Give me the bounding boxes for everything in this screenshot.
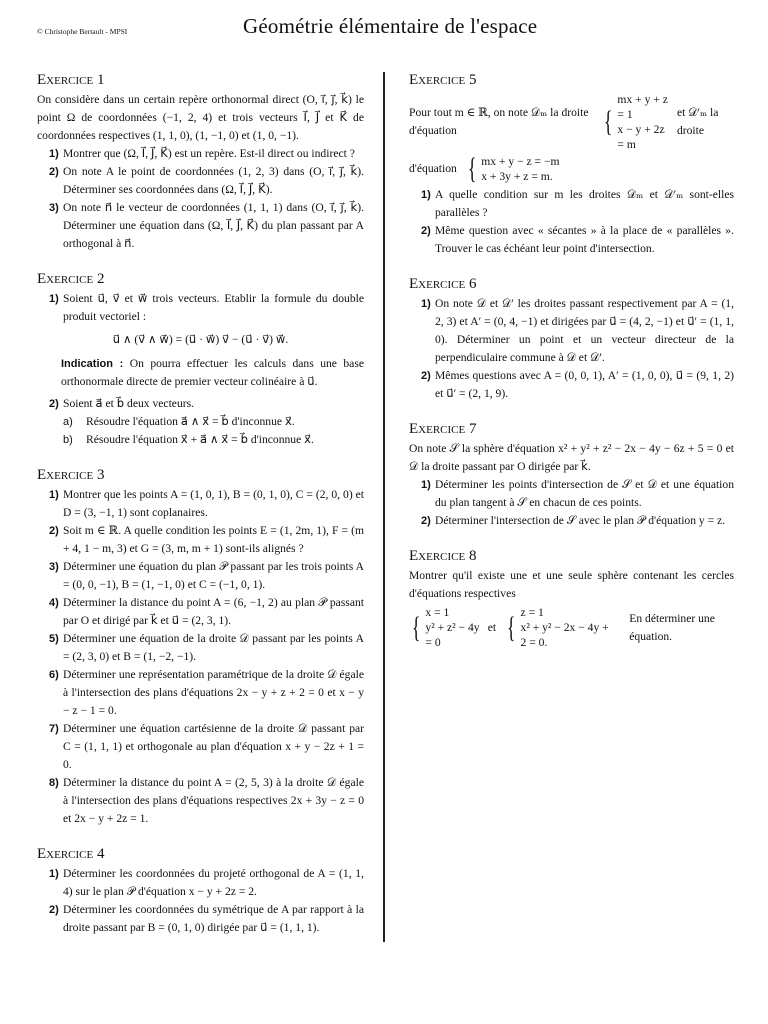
question [37,558,364,594]
question [409,476,734,512]
question-number: 2) [49,525,59,537]
question-number: 2) [421,515,431,527]
exercise-6-questions [409,295,734,403]
question-text: Déterminer la distance du point A = (6, −1, 2) au plan 𝒫 passant par O et dirigé par k⃗ et u⃗ = (2, 3, 1). [63,596,364,627]
exercise-8-title: Exercice 8 [409,548,477,564]
equation: mx + y + z = 1 [617,93,668,121]
question [37,145,364,163]
exercise-8-systems [409,605,734,650]
question-text: Déterminer une représentation paramétrique de la droite 𝒟 égale à l'intersection des plans d'équations 2x − y + z + 2 = 0 et x − y − z − 1 = 0. [63,668,364,717]
sub-question-number: a) [63,416,73,428]
question-text: Déterminer les coordonnées du symétrique de A par rapport à la droite passant par B = (0, 1, 0) dirigée par u⃗ = (1, 1, 1). [63,903,364,934]
question-text: Même question avec « sécantes » à la place de « parallèles ». Trouver le cas échéant leur point d'intersection. [435,224,734,255]
question [37,163,364,199]
question-number: 1) [421,479,431,491]
equation: mx + y − z = −m [481,155,560,168]
question-number: 5) [49,633,59,645]
column-divider [383,72,385,942]
exercise-2 [37,269,364,449]
exercise-7-questions [409,476,734,530]
question-text: Déterminer une équation cartésienne de la droite 𝒟 passant par C = (1, 1, 1) et orthogonale au plan d'équation x + y − 2z + 1 = 0. [63,722,364,771]
exercise-5-intro-line [409,92,734,152]
question [37,199,364,253]
sub-question-number: b) [63,434,73,446]
system-of-equations: { x = 1 y² + z² − 4y = 0 [411,606,480,649]
right-column [409,70,734,666]
question [37,666,364,720]
question-text: Déterminer les coordonnées du projeté orthogonal de A = (1, 1, 4) sur le plan 𝒫 d'équation x − y + 2z = 2. [63,867,364,898]
exercise-7-intro: On note 𝒮 la sphère d'équation x² + y² + z² − 2x − 4y − 6z + 5 = 0 et 𝒟 la droite passant par O dirigée par k⃗. [409,442,734,473]
question-number: 1) [49,148,59,160]
hint-label: Indication : [61,358,124,370]
question [409,222,734,258]
exercise-2-title: Exercice 2 [37,271,105,287]
question [409,186,734,222]
exercise-5 [409,70,734,258]
question-number: 4) [49,597,59,609]
question [37,774,364,828]
exercise-8 [409,546,734,650]
question-number: 2) [49,398,59,410]
question-number: 7) [49,723,59,735]
question-text: Montrer que les points A = (1, 0, 1), B = (0, 1, 0), C = (2, 0, 0) et D = (3, −1, 1) sont coplanaires. [63,488,364,519]
question-text: Mêmes questions avec A = (0, 0, 1), A′ = (1, 0, 0), u⃗ = (9, 1, 2) et u⃗′ = (2, 1, 9). [435,369,734,400]
conjunction: et [487,620,497,634]
exercise-5-intro-cont: et 𝒟′ₘ la droite [676,106,719,137]
exercise-8-intro: Montrer qu'il existe une et une seule sphère contenant les cercles d'équations respectives [409,569,734,600]
question [37,594,364,630]
question-number: 1) [49,489,59,501]
exercise-6-title: Exercice 6 [409,276,477,292]
question-number: 3) [49,561,59,573]
exercise-8-outro: En déterminer une équation. [629,611,715,643]
exercise-1-title: Exercice 1 [37,72,105,88]
question [37,486,364,522]
question-text: Montrer que (Ω, I⃗, J⃗, K⃗) est un repère. Est-il direct ou indirect ? [63,147,355,160]
double-cross-product-formula: u⃗ ∧ (v⃗ ∧ w⃗) = (u⃗ · w⃗) v⃗ − (u⃗ · v⃗) w⃗. [112,333,289,346]
exercise-1-intro: On considère dans un certain repère orthonormal direct (O, ı⃗, ȷ⃗, k⃗) le point Ω de coordonnées (−1, 2, 4) et trois vecteurs I⃗, J⃗ et K⃗ de coordonnées respectives (1, 1, 0), (1, −1, 0) et (1, 0, −1). [37,93,364,142]
question-text: Soient u⃗, v⃗ et w⃗ trois vecteurs. Etablir la formule du double produit vectoriel : [63,292,364,323]
exercise-5-intro-cont: d'équation [409,162,457,175]
question-number: 2) [421,225,431,237]
left-column [37,70,364,953]
question-text: On note A le point de coordonnées (1, 2, 3) dans (O, ı⃗, ȷ⃗, k⃗). Déterminer ses coordonnées dans (Ω, I⃗, J⃗, K⃗). [63,165,364,196]
question-number: 3) [49,202,59,214]
exercise-5-questions [409,186,734,258]
system-of-equations: { z = 1 x² + y² − 2x − 4y + 2 = 0. [504,605,611,650]
sub-question [63,431,364,449]
hint [37,355,364,391]
system-of-equations: { mx + y + z = 1 x − y + 2z = m [603,93,668,151]
question-text: Déterminer la distance du point A = (2, 5, 3) à la droite 𝒟 égale à l'intersection des plans d'équations respectives 2x + 3y − z = 0 et 2x − y + 2z = 1. [63,776,364,825]
sub-question [63,413,364,431]
equation: x² + y² − 2x − 4y + 2 = 0. [520,621,609,649]
equation: y² + z² − 4y = 0 [425,621,480,649]
question [37,290,364,326]
question-number: 2) [421,370,431,382]
question-text: Déterminer une équation de la droite 𝒟 passant par les points A = (2, 3, 0) et B = (1, −2, −1). [63,632,364,663]
question-text: On note n⃗ le vecteur de coordonnées (1, 1, 1) dans (O, ı⃗, ȷ⃗, k⃗). Déterminer une équation dans (Ω, I⃗, J⃗, K⃗) du plan passant par A orthogonal à n⃗. [63,201,364,250]
question-number: 2) [49,166,59,178]
question-number: 1) [49,868,59,880]
equation: z = 1 [520,606,544,619]
system-of-equations: { mx + y − z = −m x + 3y + z = m. [467,152,560,185]
question-number: 1) [421,298,431,310]
question-number: 8) [49,777,59,789]
exercise-3-title: Exercice 3 [37,467,105,483]
hint-text: On pourra effectuer les calculs dans une base orthonormale directe de premier vecteur colinéaire à u⃗. [61,357,364,388]
exercise-5-title: Exercice 5 [409,72,477,88]
exercise-7 [409,419,734,530]
exercise-4-title: Exercice 4 [37,846,105,862]
question [409,512,734,530]
sub-question-text: Résoudre l'équation a⃗ ∧ x⃗ = b⃗ d'inconnue x⃗. [86,415,295,428]
question-number: 2) [49,904,59,916]
author-note: © Christophe Bertault - MPSI [37,27,128,36]
question [37,630,364,666]
exercise-1-questions [37,145,364,253]
document-title: Géométrie élémentaire de l'espace [243,14,538,38]
exercise-3-questions [37,486,364,828]
exercise-5-intro-line-2 [409,154,734,184]
question-text: Déterminer l'intersection de 𝒮 avec le plan 𝒫 d'équation y = z. [435,514,726,527]
question-text: On note 𝒟 et 𝒟′ les droites passant respectivement par A = (1, 2, 3) et A′ = (0, 4, −1) et dirigées par u⃗ = (4, 2, −1) et u⃗′ = (1, 1, 0). Déterminer un point et un vecteur directeur de la perpendiculaire commune à 𝒟 et 𝒟′. [435,297,734,364]
question [37,522,364,558]
sub-question-text: Résoudre l'équation x⃗ + a⃗ ∧ x⃗ = b⃗ d'inconnue x⃗. [86,433,314,446]
question [37,395,364,449]
exercise-7-title: Exercice 7 [409,421,477,437]
question [37,865,364,901]
question-number: 6) [49,669,59,681]
exercise-3 [37,465,364,828]
exercise-1 [37,70,364,253]
question-text: A quelle condition sur m les droites 𝒟ₘ et 𝒟′ₘ sont-elles parallèles ? [435,188,734,219]
equation: x = 1 [425,606,450,619]
question-text: Soit m ∈ ℝ. A quelle condition les points E = (1, 2m, 1), F = (m + 4, 1 − m, 3) et G = (3, m, m + 1) sont-ils alignés ? [63,524,364,555]
question [409,367,734,403]
exercise-4-questions [37,865,364,937]
question [409,295,734,367]
question-text: Déterminer les points d'intersection de 𝒮 et 𝒟 et une équation du plan tangent à 𝒮 en chacun de ces points. [435,478,734,509]
question-number: 1) [49,293,59,305]
exercise-6 [409,274,734,403]
equation: x + 3y + z = m. [481,170,553,183]
question-number: 1) [421,189,431,201]
exercise-4 [37,844,364,937]
exercise-5-intro: Pour tout m ∈ ℝ, on note 𝒟ₘ la droite d'équation [409,106,589,137]
equation: x − y + 2z = m [617,123,665,151]
question [37,901,364,937]
question-text: Soient a⃗ et b⃗ deux vecteurs. [63,397,195,410]
question [37,720,364,774]
question-text: Déterminer une équation du plan 𝒫 passant par les trois points A = (0, 0, −1), B = (1, −1, 0) et C = (−1, 0, 1). [63,560,364,591]
